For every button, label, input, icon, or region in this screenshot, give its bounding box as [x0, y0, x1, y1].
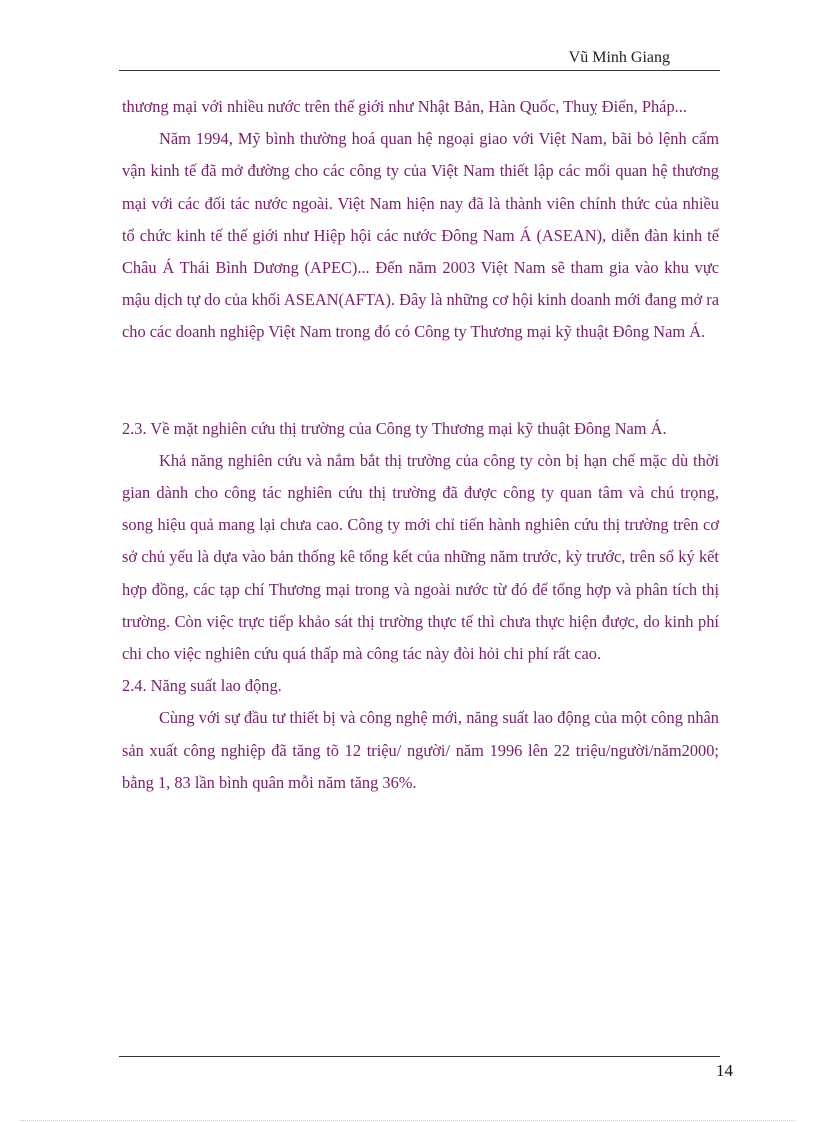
- header-rule: [119, 70, 720, 71]
- paragraph-market-research: Khả năng nghiên cứu và nắm bắt thị trường của công ty còn bị hạn chế mặc dù thời gian dành cho công tác nghiên cứu thị trường đã được công ty quan tâm và chú trọng, song hiệu quả mang lại chưa cao. Công ty mới chỉ tiến hành nghiên cứu thị trường trên cơ sở chủ yếu là dựa vào bản thống kê tổng kết của những năm trước, kỳ trước, trên sổ ký kết hợp đồng, các tạp chí Thương mại trong và ngoài nước từ đó để tổng hợp và phân tích thị trường. Còn việc trực tiếp khảo sát thị trường thực tế thì chưa thực hiện được, do kinh phí chi cho việc nghiên cứu quá thấp mà công tác này đòi hỏi chi phí rất cao.: [122, 450, 719, 664]
- paragraph-labor-productivity: Cùng với sự đầu tư thiết bị và công nghệ mới, năng suất lao động của một công nhân sản xuất công nghiệp đã tăng tõ 12 triệu/ người/ năm 1996 lên 22 triệu/người/năm2000; bằng 1, 83 lần bình quân mỗi năm tăng 36%.: [122, 708, 719, 792]
- page-number: 14: [716, 1061, 733, 1080]
- section-heading-2-4: 2.4. Năng suất lao động.: [122, 676, 282, 696]
- section-heading-2-3: 2.3. Về mặt nghiên cứu thị trường của Công ty Thương mại kỹ thuật Đông Nam Á.: [122, 418, 667, 438]
- page-edge-divider: [20, 1120, 796, 1121]
- document-body: [122, 91, 719, 799]
- section-spacer: [122, 349, 719, 413]
- footer-rule: [119, 1056, 720, 1057]
- paragraph-trade-partners: thương mại với nhiều nước trên thế giới như Nhật Bản, Hàn Quốc, Thuỵ Điển, Pháp...: [122, 97, 687, 116]
- paragraph-1994-normalization: Năm 1994, Mỹ bình thường hoá quan hệ ngoại giao với Việt Nam, bãi bỏ lệnh cấm vận kinh tế đã mở đường cho các công ty của Việt Nam thiết lập các mối quan hệ thương mại với các đối tác nước ngoài. Việt Nam hiện nay đã là thành viên chính thức của nhiều tổ chức kinh tế thế giới như Hiệp hội các nước Đông Nam Á (ASEAN), diễn đàn kinh tế Châu Á Thái Bình Dương (APEC)... Đến năm 2003 Việt Nam sẽ tham gia vào khu vực mậu dịch tự do của khối ASEAN(AFTA). Đây là những cơ hội kinh doanh mới đang mở ra cho các doanh nghiệp Việt Nam trong đó có Công ty Thương mại kỹ thuật Đông Nam Á.: [122, 129, 719, 342]
- header-author: Vũ Minh Giang: [568, 49, 670, 66]
